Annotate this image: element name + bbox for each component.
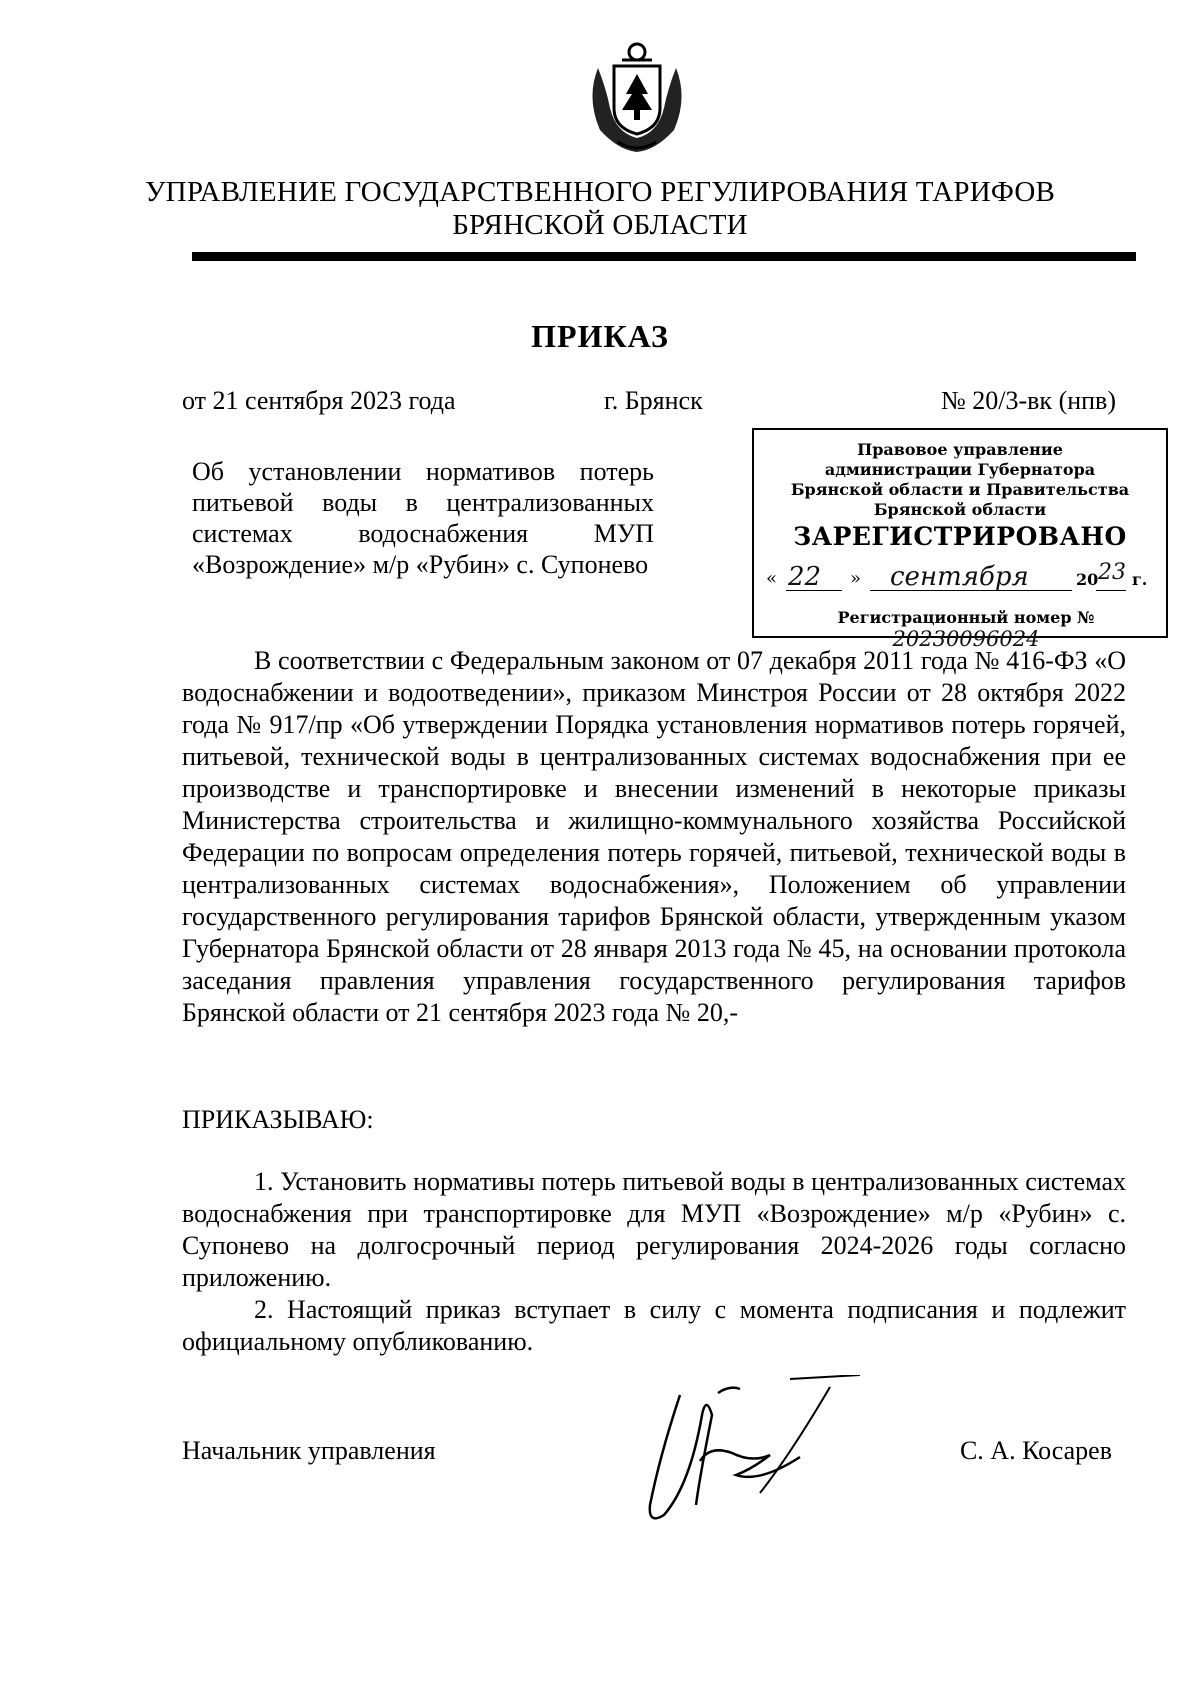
document-date: от 21 сентября 2023 года [182,386,456,415]
stamp-day: 22 [788,562,822,592]
stamp-line4: Брянской области [873,500,1047,519]
handwritten-signature-icon [640,1375,880,1535]
stamp-line2: администрации Губернатора [824,460,1096,479]
organization-name-line1: УПРАВЛЕНИЕ ГОСУДАРСТВЕННОГО РЕГУЛИРОВАНИЯ ТАРИФОВ [144,176,1056,208]
signatory-position: Начальник управления [182,1436,436,1465]
document-subject: Об установлении нормативов потерь питьевой воды в централизованных системах водоснабжения МУП «Возрождение» м/р «Рубин» с. Супонево [192,457,654,579]
signatory-name: С. А. Косарев [959,1436,1112,1465]
stamp-reg-value: 20230096024 [892,627,1040,651]
document-number: № 20/3-вк (нпв) [940,386,1116,415]
preamble-paragraph: В соответствии с Федеральным законом от 07 декабря 2011 года № 416-ФЗ «О водоснабжении и водоотведении», приказом Минстроя России от 28 октября 2022 года № 917/пр «Об утверждении Порядка установления нормативов потерь горячей, питьевой, технической воды в централизованных системах водоснабжения при ее производстве и транспортировке и внесении изменений в некоторые приказы Министерства строительства и жилищно-коммунального хозяйства Российской Федерации по вопросам определения потерь горячей, питьевой, технической воды в централизованных системах водоснабжения», Положением об управлении государственного регулирования тарифов Брянской области, утвержденным указом Губернатора Брянской области от 28 января 2013 года № 45, на основании протокола заседания правления управления государственного регулирования тарифов Брянской области от 21 сентября 2023 года № 20,- [182,646,1126,1027]
stamp-year-suffix: 23 [1098,560,1126,585]
stamp-year-unit: г. [1132,570,1148,589]
document-preamble [182,645,1126,1029]
stamp-reg-label: Регистрационный номер № [837,608,1095,627]
document-type-title: ПРИКАЗ [531,318,669,354]
stamp-line3: Брянской области и Правительства [790,480,1130,499]
registration-stamp [752,428,1168,651]
organization-name-line2: БРЯНСКОЙ ОБЛАСТИ [452,209,748,241]
stamp-date: « 22 » сентября 20 23 г. [766,560,1148,592]
order-word: ПРИКАЗЫВАЮ: [182,1105,374,1134]
stamp-month: сентября [890,562,1029,592]
document-city: г. Брянск [604,386,703,415]
order-item-2: 2. Настоящий приказ вступает в силу с момента подписания и подлежит официальному опубликованию. [182,1295,1126,1356]
stamp-line1: Правовое управление [857,440,1063,459]
order-items [182,1166,1126,1358]
order-item-1: 1. Установить нормативы потерь питьевой воды в централизованных системах водоснабжения при транспортировке для МУП «Возрождение» м/р «Рубин» с. Супонево на долгосрочный период регулирования 2024-2026 годы согласно приложению. [182,1167,1126,1292]
header-divider [192,252,1136,261]
stamp-status: ЗАРЕГИСТРИРОВАНО [793,522,1127,551]
coat-of-arms-icon [578,38,696,156]
stamp-year-prefix: 20 [1076,570,1099,589]
